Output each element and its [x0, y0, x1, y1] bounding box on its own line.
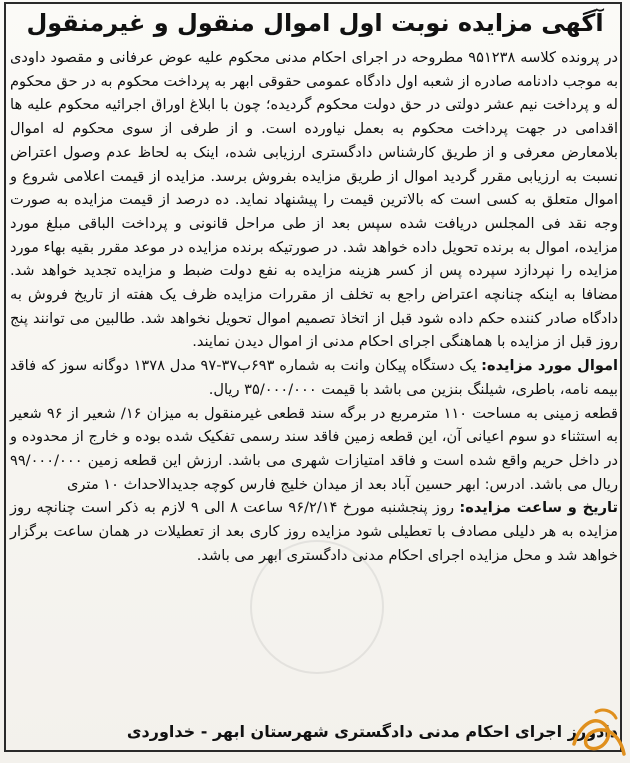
notice-body	[10, 46, 618, 567]
date-label: تاریخ و ساعت مزایده:	[459, 499, 618, 517]
items-text: یک دستگاه پیکان وانت به شماره ۶۹۳ب۳۷-۹۷ مدل ۱۳۷۸ دوگانه سوز که فاقد بیمه نامه، باطری، شیلنگ بنزین می باشد با قیمت ۳۵/۰۰۰/۰۰۰ ریال.	[10, 357, 618, 398]
signature-line: دادورز اجرای احکام مدنی دادگستری شهرستان ابهر - خداوردی	[126, 722, 618, 741]
items-paragraph	[10, 354, 618, 401]
main-paragraph: در پرونده کلاسه ۹۵۱۲۳۸ مطروحه در اجرای احکام مدنی محکوم علیه عوض عرفانی و مقصود داودی به موجب دادنامه صادره از شعبه اول دادگاه عمومی حقوقی ابهر به پرداخت محکوم به در حق محکوم له و پرداخت نیم عشر دولتی در حق دولت محکوم گردیده؛ چون با ابلاغ اوراق اجرائیه محکوم علیه ها اقدامی در جهت پرداخت محکوم به بعمل نیاورده است. و از طرفی از سوی محکوم له اموال بلامعارض معرفی و از طریق کارشناس دادگستری ارزیابی شده، اینک به لحاظ عدم وصول اعتراض نسبت به ارزیابی مقرر گردید اموال از طریق مزایده بفروش برسد. مزایده از قیمت اعلامی شروع و اموال متعلق به کسی است که بالاترین قیمت را پیشنهاد نماید. ده درصد از قیمت مزایده به صورت وجه نقد فی المجلس دریافت شده سپس بعد از طی مراحل قانونی و پرداخت الباقی مبلغ مورد مزایده، اموال به برنده تحویل داده خواهد شد. در صورتیکه برنده مزایده در موعد مقرر بقیه بهاء مورد مزایده را نپردازد سپرده پس از کسر هزینه مزایده به نفع دولت ضبط و مزایده تجدید خواهد شد. مضافا به اینکه چنانچه اعتراض راجع به تخلف از مقررات مزایده ظرف یک هفته از تاریخ فروش به دادگاه صادر کننده حکم داده شود قبل از اتخاذ تصمیم اموال تحویل نخواهد شد. طالبین می توانند پنج روز قبل از مزایده با هماهنگی اجرای احکام مدنی از اموال دیدن نمایند.	[10, 49, 618, 351]
handwritten-mark-icon	[566, 704, 630, 763]
items-label: اموال مورد مزایده:	[481, 357, 619, 375]
date-text: روز پنجشنبه مورخ ۹۶/۲/۱۴ ساعت ۸ الی ۹ لازم به ذکر است چنانچه روز مزایده به هر دلیلی مصادف با تعطیلی شود مزایده روز کاری بعد از تعطیلات در همان ساعت برگزار خواهد شد و محل مزایده اجرای احکام مدنی دادگستری ابهر می باشد.	[10, 499, 618, 564]
land-paragraph: قطعه زمینی به مساحت ۱۱۰ مترمربع در برگه سند قطعی غیرمنقول به میزان ۱۶/ شعیر از ۹۶ شعیر به استثناء دو سوم اعیانی آن، این قطعه زمین فاقد سند رسمی تفکیک شده بوده و خارج از محدوده و در داخل حریم واقع شده است و فاقد امتیازات شهری می باشد. ارزش این قطعه زمین ۹۹/۰۰۰/۰۰۰ ریال می باشد. ادرس: ابهر حسین آباد بعد از میدان خلیج فارس کوچه جدیدالاحداث ۱۰ متری	[10, 404, 618, 493]
date-paragraph	[10, 496, 618, 567]
notice-title: آگهی مزایده نوبت اول اموال منقول و غیرمنقول	[26, 9, 604, 37]
